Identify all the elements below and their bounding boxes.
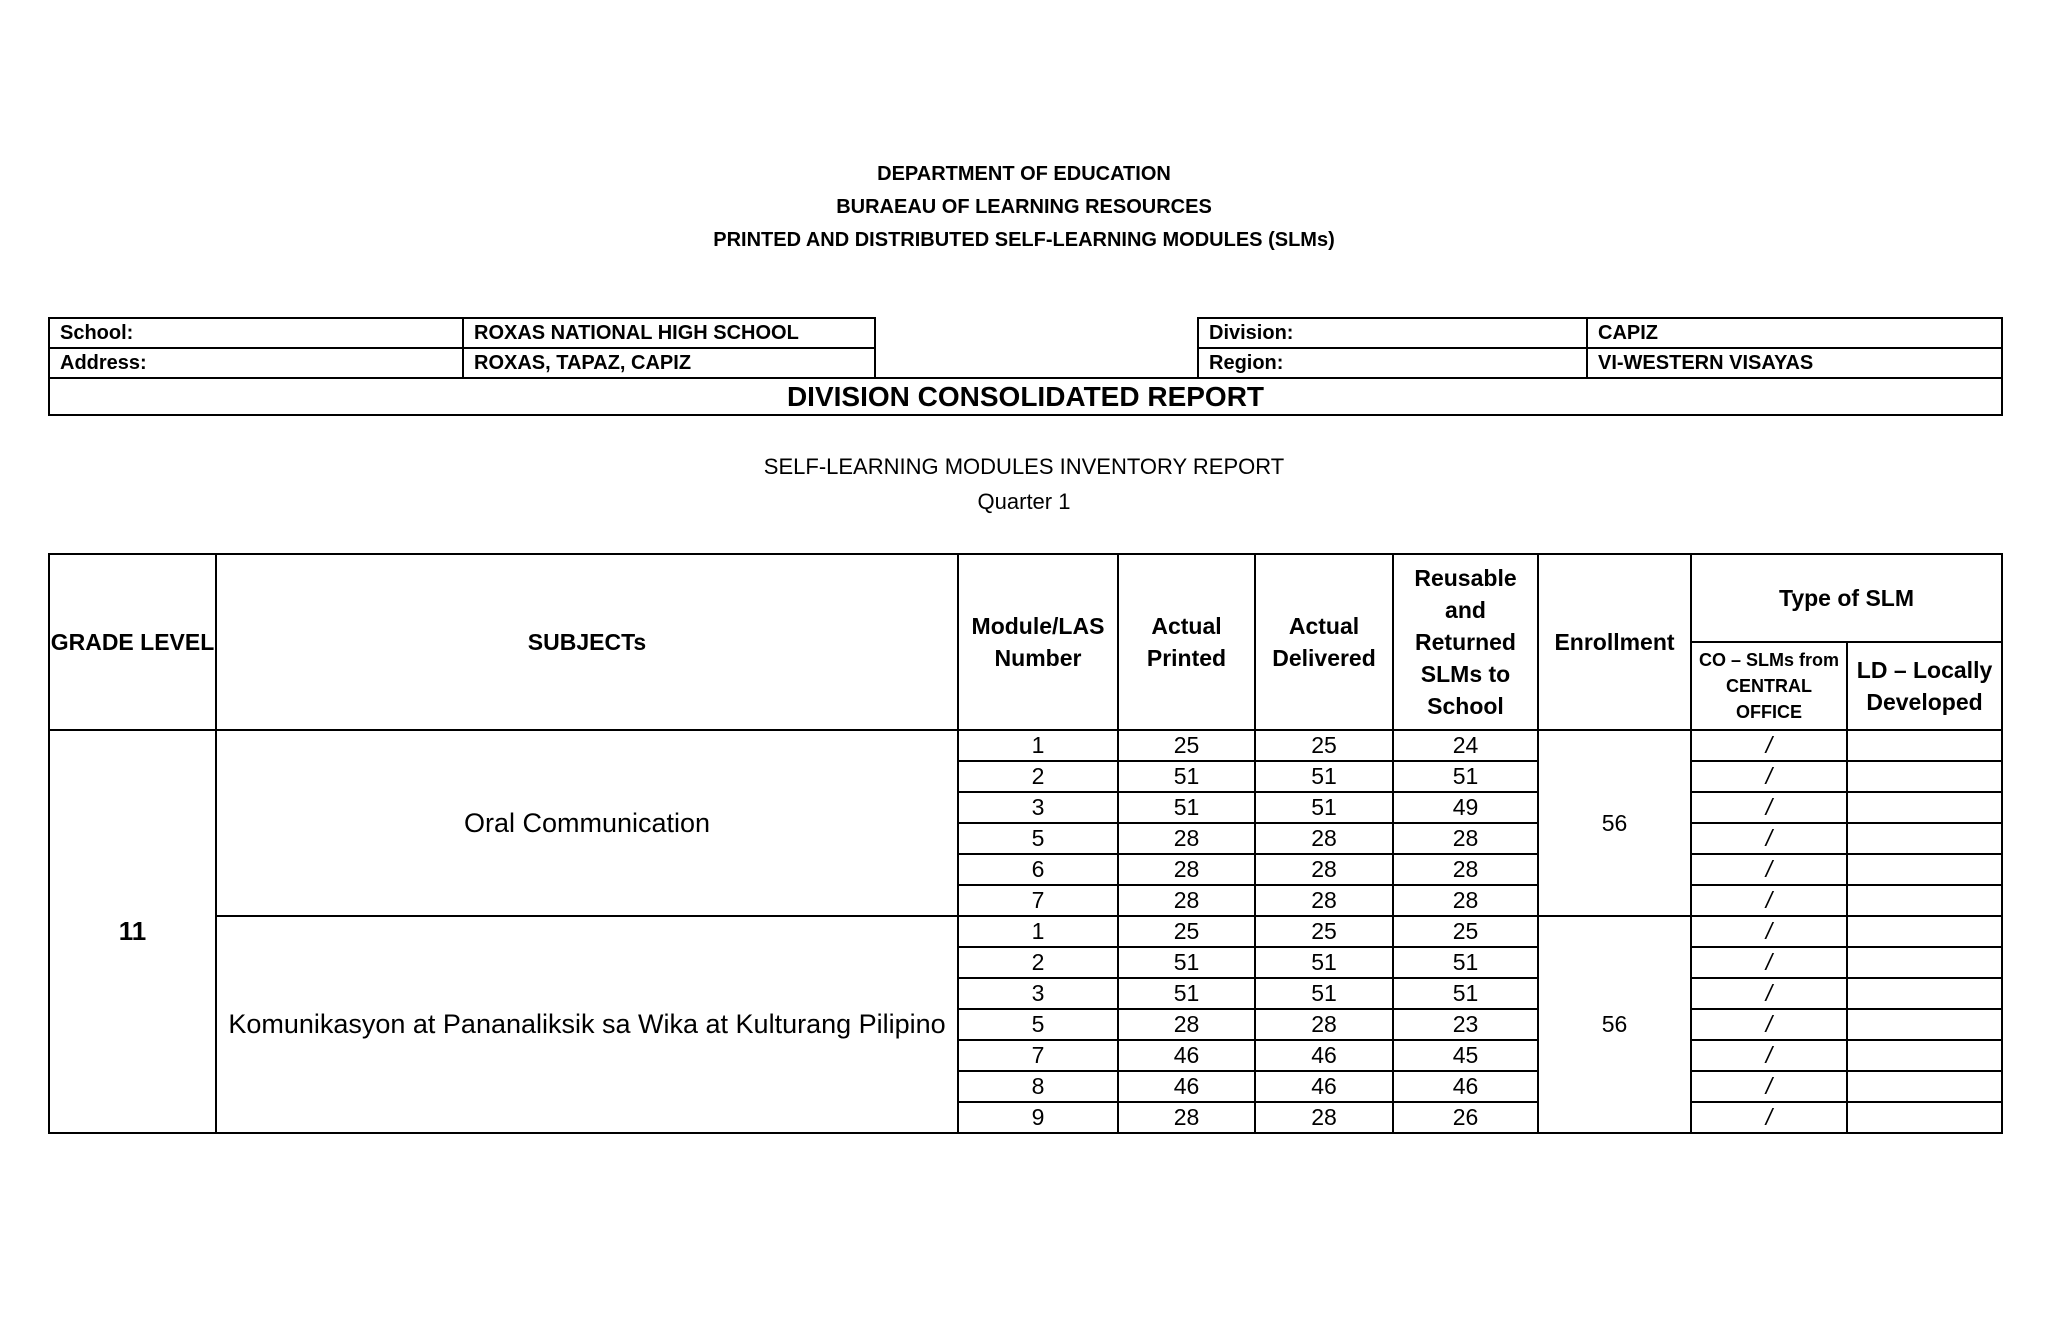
col-subjects: SUBJECTs [216,554,958,730]
actual-delivered-cell: 46 [1255,1040,1393,1071]
actual-delivered-cell: 51 [1255,761,1393,792]
actual-delivered-cell: 28 [1255,885,1393,916]
module-number-cell: 1 [958,730,1118,761]
returned-cell: 45 [1393,1040,1538,1071]
school-value: ROXAS NATIONAL HIGH SCHOOL [463,318,875,348]
document-header [0,158,2048,257]
co-slm-cell: / [1691,792,1847,823]
co-slm-cell: / [1691,916,1847,947]
returned-cell: 51 [1393,947,1538,978]
col-co-slms: CO – SLMs from CENTRAL OFFICE [1691,642,1847,730]
co-slm-cell: / [1691,761,1847,792]
actual-printed-cell: 51 [1118,792,1255,823]
region-label: Region: [1198,348,1587,378]
header-department: DEPARTMENT OF EDUCATION [877,163,1171,185]
division-value: CAPIZ [1587,318,2002,348]
header-bureau: BURAEAU OF LEARNING RESOURCES [836,196,1212,218]
actual-delivered-cell: 28 [1255,1102,1393,1133]
ld-cell [1847,947,2002,978]
ld-cell [1847,792,2002,823]
col-ld-local: LD – Locally Developed [1847,642,2002,730]
co-slm-cell: / [1691,978,1847,1009]
col-enrollment: Enrollment [1538,554,1691,730]
actual-printed-cell: 25 [1118,916,1255,947]
school-info-table [48,317,2003,416]
spacer-cell [875,348,1198,378]
module-number-cell: 5 [958,1009,1118,1040]
col-reusable-returned: Reusable and Returned SLMs to School [1393,554,1538,730]
address-value: ROXAS, TAPAZ, CAPIZ [463,348,875,378]
returned-cell: 23 [1393,1009,1538,1040]
module-number-cell: 2 [958,947,1118,978]
actual-printed-cell: 28 [1118,823,1255,854]
ld-cell [1847,1009,2002,1040]
address-row [49,348,2002,378]
ld-cell [1847,730,2002,761]
actual-delivered-cell: 25 [1255,916,1393,947]
actual-printed-cell: 51 [1118,947,1255,978]
returned-cell: 28 [1393,854,1538,885]
subject-cell: Oral Communication [216,730,958,916]
co-slm-cell: / [1691,1102,1847,1133]
co-slm-cell: / [1691,885,1847,916]
actual-printed-cell: 46 [1118,1071,1255,1102]
inventory-body [49,730,2002,1133]
col-module-las: Module/LAS Number [958,554,1118,730]
returned-cell: 28 [1393,823,1538,854]
co-slm-cell: / [1691,823,1847,854]
returned-cell: 51 [1393,978,1538,1009]
actual-printed-cell: 28 [1118,885,1255,916]
module-number-cell: 5 [958,823,1118,854]
co-slm-cell: / [1691,1040,1847,1071]
ld-cell [1847,1040,2002,1071]
co-slm-cell: / [1691,947,1847,978]
col-type-of-slm: Type of SLM [1691,554,2002,642]
co-slm-cell: / [1691,1009,1847,1040]
returned-cell: 49 [1393,792,1538,823]
actual-delivered-cell: 28 [1255,854,1393,885]
ld-cell [1847,1102,2002,1133]
inventory-table [48,553,2003,1134]
actual-delivered-cell: 28 [1255,1009,1393,1040]
returned-cell: 28 [1393,885,1538,916]
subject-cell: Komunikasyon at Pananaliksik sa Wika at Kulturang Pilipino [216,916,958,1133]
actual-delivered-cell: 51 [1255,978,1393,1009]
co-slm-cell: / [1691,730,1847,761]
actual-printed-cell: 28 [1118,854,1255,885]
ld-cell [1847,1071,2002,1102]
actual-delivered-cell: 46 [1255,1071,1393,1102]
actual-printed-cell: 28 [1118,1009,1255,1040]
header-title: PRINTED AND DISTRIBUTED SELF-LEARNING MODULES (SLMs) [713,229,1335,251]
banner-row [49,378,2002,415]
report-title: SELF-LEARNING MODULES INVENTORY REPORT [763,454,1285,479]
enrollment-cell: 56 [1538,730,1691,916]
division-label: Division: [1198,318,1587,348]
module-number-cell: 2 [958,761,1118,792]
returned-cell: 51 [1393,761,1538,792]
ld-cell [1847,916,2002,947]
module-number-cell: 6 [958,854,1118,885]
returned-cell: 25 [1393,916,1538,947]
module-number-cell: 8 [958,1071,1118,1102]
returned-cell: 26 [1393,1102,1538,1133]
actual-delivered-cell: 25 [1255,730,1393,761]
table-row [49,916,2002,947]
ld-cell [1847,854,2002,885]
co-slm-cell: / [1691,854,1847,885]
actual-printed-cell: 46 [1118,1040,1255,1071]
ld-cell [1847,885,2002,916]
table-row [49,730,2002,761]
school-row [49,318,2002,348]
module-number-cell: 3 [958,978,1118,1009]
co-slm-cell: / [1691,1071,1847,1102]
enrollment-cell: 56 [1538,916,1691,1133]
actual-delivered-cell: 51 [1255,792,1393,823]
report-subheader [0,449,2048,519]
actual-printed-cell: 25 [1118,730,1255,761]
header-row-top [49,554,2002,642]
actual-delivered-cell: 51 [1255,947,1393,978]
actual-printed-cell: 51 [1118,761,1255,792]
module-number-cell: 1 [958,916,1118,947]
report-banner: DIVISION CONSOLIDATED REPORT [49,378,2002,415]
ld-cell [1847,761,2002,792]
col-actual-printed: Actual Printed [1118,554,1255,730]
actual-printed-cell: 51 [1118,978,1255,1009]
module-number-cell: 7 [958,1040,1118,1071]
module-number-cell: 3 [958,792,1118,823]
report-quarter: Quarter 1 [977,489,1071,514]
actual-delivered-cell: 28 [1255,823,1393,854]
returned-cell: 24 [1393,730,1538,761]
region-value: VI-WESTERN VISAYAS [1587,348,2002,378]
grade-level-cell: 11 [49,730,216,1133]
ld-cell [1847,823,2002,854]
col-actual-delivered: Actual Delivered [1255,554,1393,730]
col-grade-level: GRADE LEVEL [49,554,216,730]
school-label: School: [49,318,463,348]
returned-cell: 46 [1393,1071,1538,1102]
module-number-cell: 9 [958,1102,1118,1133]
address-label: Address: [49,348,463,378]
actual-printed-cell: 28 [1118,1102,1255,1133]
spacer-cell [875,318,1198,348]
module-number-cell: 7 [958,885,1118,916]
ld-cell [1847,978,2002,1009]
